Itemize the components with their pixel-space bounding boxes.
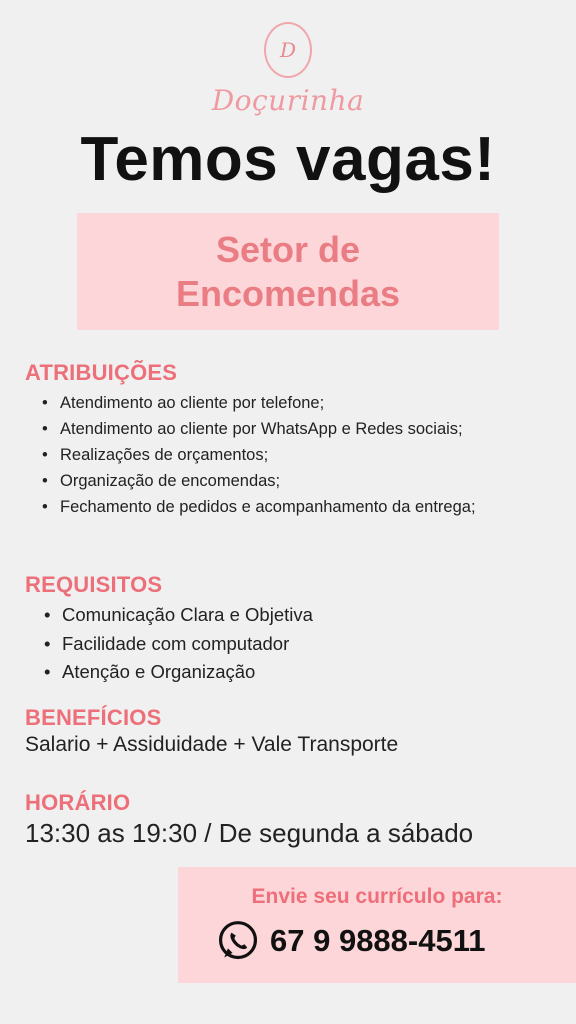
phone-number[interactable]: 67 9 9888-4511 [270, 923, 486, 958]
beneficios-text: Salario + Assiduidade + Vale Transporte [25, 733, 399, 756]
list-item: • Organização de encomendas; [42, 468, 562, 494]
whatsapp-icon [216, 919, 260, 963]
atribuicoes-title: ATRIBUIÇÕES [25, 360, 178, 385]
contact-panel [178, 867, 576, 983]
list-item: • Atendimento ao cliente por telefone; [42, 390, 562, 416]
sector-banner [77, 213, 499, 330]
sector-line-2: Encomendas [175, 272, 401, 314]
sector-line-1: Setor de [215, 229, 361, 271]
requisitos-list [44, 601, 313, 687]
brand-logo [0, 22, 576, 117]
list-item: • Realizações de orçamentos; [42, 442, 562, 468]
atribuicoes-list [42, 390, 562, 520]
horario-text: 13:30 as 19:30 / De segunda a sábado [25, 818, 474, 848]
list-item: • Fechamento de pedidos e acompanhamento da entrega; [42, 494, 510, 520]
list-item: • Atenção e Organização [44, 658, 313, 687]
brand-name: Doçurinha [211, 84, 365, 117]
beneficios-title: BENEFÍCIOS [25, 705, 162, 730]
list-item: • Atendimento ao cliente por WhatsApp e Redes sociais; [42, 416, 562, 442]
list-item: • Comunicação Clara e Objetiva [44, 601, 313, 630]
logo-monogram: D [264, 22, 312, 78]
requisitos-title: REQUISITOS [25, 572, 163, 597]
horario-title: HORÁRIO [25, 790, 131, 815]
phone-row [216, 919, 486, 963]
headline: Temos vagas! [80, 125, 496, 194]
contact-label: Envie seu currículo para: [251, 885, 503, 908]
list-item: • Facilidade com computador [44, 630, 313, 659]
